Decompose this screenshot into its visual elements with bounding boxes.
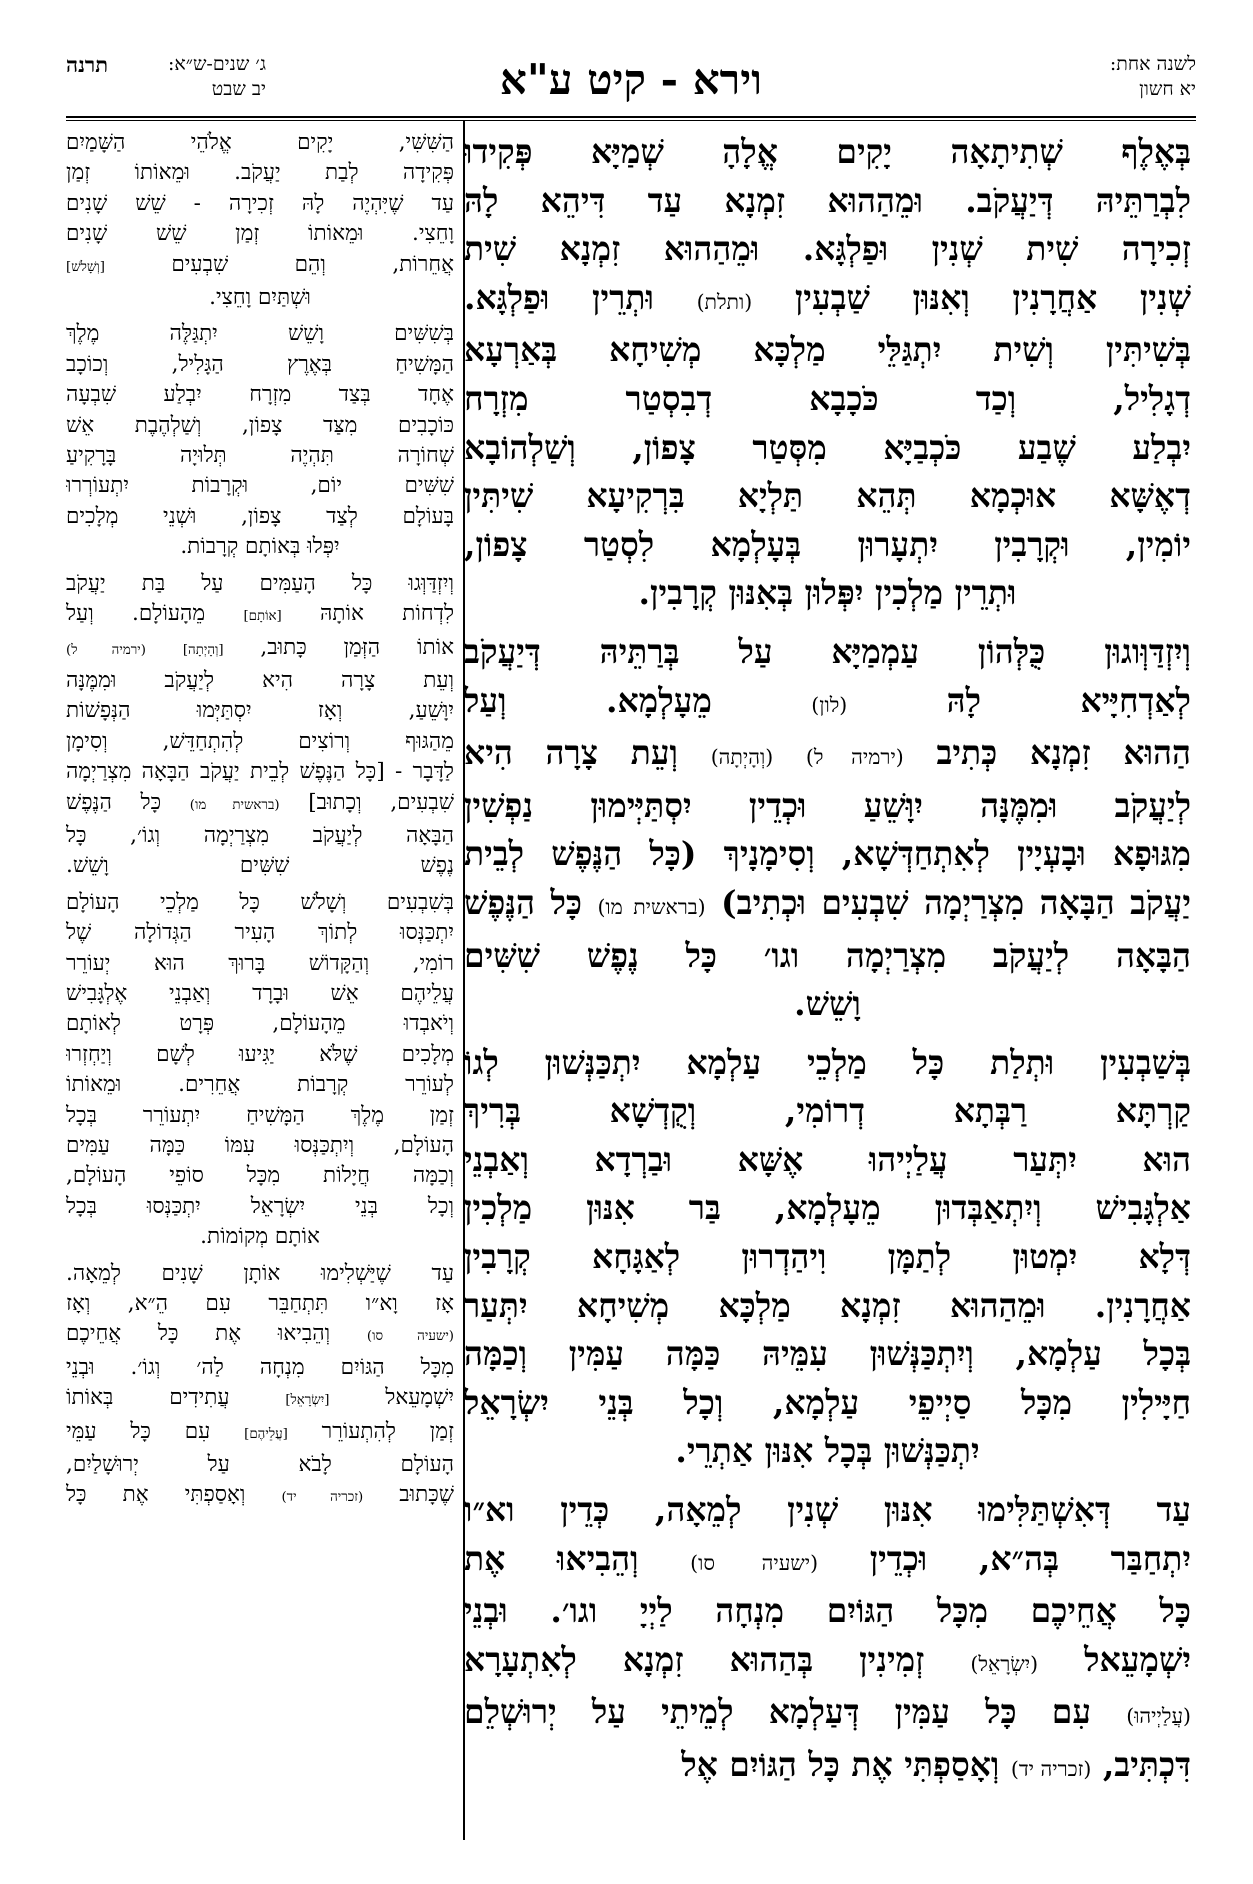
hebrew-line: וְעֵת צָרָה הִיא לְיַעֲקֹב וּמִמֶּנָּה [66, 667, 454, 693]
aramaic-line: בְּשַׁבְעִין וּתְלַת כָּל מַלְכֵי עַלְמָא יִתְכַּנְּשׁוּן לְגוֹ [464, 1042, 1191, 1082]
aramaic-line: בְּשִׁיתִּין וְשִׁית יִתְגַּלֵּי מַלְכָּא מְשִׁיחָא בְּאַרְעָא [464, 330, 1191, 370]
aramaic-line: וָשֵׁשׁ. [794, 984, 861, 1024]
aramaic-line: בְּאֶלֶף שְׁתִיתָאָה יָקִים אֱלָהָ שְׁמַיָּא פְּקִידוּ [464, 132, 1191, 171]
aramaic-line: יַעֲקֹב הַבָּאָה מִצְרַיְמָה שִׁבְעִים וּכְתִיב) (בראשית מו) כָּל הַנֶּפֶשׁ [464, 882, 1191, 922]
header-right-top: לשנה אחת: [1109, 53, 1196, 75]
hebrew-line: עַד שֶׁיַּשְׁלִימוּ אוֹתָן שָׁנִים לְמֵאָה. [66, 1260, 454, 1286]
hebrew-line: לְעוֹרֵר קְרָבוֹת אֲחֵרִים. וּמֵאוֹתוֹ [66, 1072, 454, 1098]
hebrew-line: הַשִּׁשִּׁי, יָקִים אֱלֹהֵי הַשָּׁמַיִם [66, 130, 454, 155]
hebrew-line: יִתְכַּנְּסוּ לְתוֹךְ הָעִיר הַגְּדוֹלָה שֶׁל [66, 920, 454, 946]
aramaic-line: דְאֶשָּׁא אוּכְמָא תְּהֵא תַּלְיָא בִּרְקִיעָא שִׁיתִּין [464, 476, 1191, 516]
hebrew-line: זְמַן מֶלֶךְ הַמָּשִׁיחַ יִתְעוֹרֵר בְּכָל [66, 1102, 454, 1128]
aramaic-line: עַד דְּאִשְׁתַּלִּימוּ אִנּוּן שְׁנִין לְמֵאָה, כְּדֵין וא״ו [464, 1490, 1191, 1530]
hebrew-line: זְמַן לְהִתְעוֹרֵר [עֲלֵיהֶם] עִם כָּל עַמֵּי [66, 1418, 454, 1444]
header-rule-thin [66, 120, 1196, 121]
hebrew-paragraph [66, 1259, 454, 1514]
hebrew-line: וְיֹאבְדוּ מֵהָעוֹלָם, פְּרָט לְאוֹתָם [66, 1011, 454, 1037]
header-left-schedule [96, 52, 266, 102]
hebrew-line: רוֹמִי, וְהַקָּדוֹשׁ בָּרוּךְ הוּא יְעוֹרֵר [66, 950, 454, 976]
hebrew-line: בְּשִׁבְעִים וְשָׁלֹשׁ כָּל מַלְכֵי הָעוֹלָם [66, 889, 454, 915]
hebrew-line: יִפְּלוּ בְּאוֹתָם קְרָבוֹת. [180, 534, 340, 560]
hebrew-paragraph [66, 888, 454, 1253]
aramaic-line: הַבָּאָה לְיַעֲקֹב מִצְרַיְמָה וגו׳ כָּל נֶפֶשׁ שִׁשִּׁים [464, 935, 1191, 975]
aramaic-line: בְּכָל עַלְמָא, וְיִתְכַּנְּשׁוּן עִמֵּיהּ כַּמָּה עַמִּין וְכַמָּה [464, 1334, 1191, 1374]
hebrew-line: וָחֵצִי. וּמֵאוֹתוֹ זְמַן שֵׁשׁ שָׁנִים [66, 221, 454, 247]
hebrew-line: כּוֹכָבִים מִצַּד צָפוֹן, וְשַׁלְהֶבֶת אֵשׁ [66, 412, 454, 438]
aramaic-line: כָּל אֲחֵיכֶם מִכָּל הַגּוֹיִם מִנְחָה לַיְיָ וגו׳. וּבְנֵי [464, 1591, 1191, 1631]
aramaic-line: שְׁנִין אַחֲרָנִין וְאִנּוּן שַׁבְעִין (ותלת) וּתְרֵין וּפַלְגָּא. [464, 277, 1191, 317]
aramaic-paragraph [464, 1486, 1191, 1794]
aramaic-line: דְּלָא יִמְטוּן לְתַמָּן וִיהַדְרוּן לְאַגָּחָא קְרָבִין [464, 1237, 1191, 1277]
running-header [66, 52, 1196, 116]
hebrew-line: וּשְׁתַּיִם וָחֵצִי. [209, 285, 311, 311]
hebrew-line: שְׁחוֹרָה תִּהְיֶה תְּלוּיָה בָּרָקִיעַ [66, 443, 454, 469]
hebrew-line: הַבָּאָה לְיַעֲקֹב מִצְרַיְמָה וְגוֹ׳, כָּל [66, 822, 454, 848]
header-left-top: ג׳ שנים-ש״א: [167, 53, 266, 75]
aramaic-line: יִשְׁמָעֵאל (יִשְׂרָאֵל) זְמִינִין בְּהַהוּא זִמְנָא לְאִתְעָרָא [464, 1639, 1191, 1679]
hebrew-line: בָּעוֹלָם לְצַד צָפוֹן, וּשְׁנֵי מְלָכִים [66, 503, 454, 529]
aramaic-line: אַחֲרָנִין. וּמֵהַהוּא זִמְנָא מַלְכָּא מְשִׁיחָא יִתְּעַר [464, 1285, 1191, 1325]
aramaic-line: יִתְחַבַּר בְּה״א, וּכְדֵין (ישעיה סו) וְהֵבִיאוּ אֶת [464, 1538, 1191, 1578]
aramaic-line: דִּכְתִּיב, (זכריה יד) וְאָסַפְתִּי אֶת כָּל הַגּוֹיִם אֶל [681, 1745, 1191, 1784]
hebrew-line: עֲלֵיהֶם אֵשׁ וּבָרָד וְאַבְנֵי אֶלְגָּבִישׁ [66, 980, 454, 1006]
header-right-bottom: יא חשון [1139, 78, 1196, 100]
aramaic-line: יִתְכַּנְּשׁוּן בְּכָל אִנּוּן אַתְרֵי. [675, 1431, 980, 1471]
hebrew-line: לַדָּבָר - [כָּל הַנֶּפֶשׁ לְבֵית יַעֲקֹב הַבָּאָה מִצְרַיְמָה [66, 759, 454, 785]
hebrew-line: לִדְחוֹת אוֹתָהּ [אוֹתָם] מֵהָעוֹלָם. וְעַל [66, 601, 454, 627]
hebrew-line: שִׁשִּׁים יוֹם, וּקְרָבוֹת יִתְעוֹרְרוּ [66, 473, 454, 499]
hebrew-line: פְּקִידָה לְבַת יַעֲקֹב. וּמֵאוֹתוֹ זְמַן [66, 160, 454, 186]
hebrew-line: בְּשִׁשִּׁים וָשֵׁשׁ יִתְגַּלֶּה מֶלֶךְ [66, 321, 454, 347]
header-rule [66, 116, 1196, 118]
aramaic-line: דְגָלִיל, וְכַד כֹּכָבָא דְבִסְטַר מִזְרָח [464, 378, 1191, 418]
header-left-bottom: יב שבט [211, 78, 266, 100]
page-title: וירא - קיט ע"א [499, 55, 763, 104]
hebrew-paragraph [66, 319, 454, 562]
hebrew-line: אֲחֵרוֹת, וְהֵם שִׁבְעִים [וְשָׁלֹשׁ] [66, 251, 454, 277]
hebrew-line: שִׁבְעִים, וְכָתוּב] (בראשית מו) כָּל הַנֶּפֶשׁ [66, 789, 454, 815]
hebrew-line: הָעוֹלָם, וְיִתְכַּנְּסוּ עִמּוֹ כַּמָּה עַמִּים [66, 1133, 454, 1158]
hebrew-line: מְלָכִים שֶׁלֹּא יַגִּיעוּ לְשָׁם וְיַחְזְרוּ [66, 1041, 454, 1067]
hebrew-line: מִכָּל הַגּוֹיִם מִנְחָה לַה׳ וְגוֹ׳. וּבְנֵי [66, 1354, 454, 1380]
aramaic-column [464, 128, 1191, 1804]
hebrew-line: הָעוֹלָם לָבֹא עַל יְרוּשָׁלַיִם, [66, 1452, 454, 1478]
aramaic-paragraph [464, 1039, 1191, 1476]
aramaic-line: מִגּוּפָא וּבָעְיָין לְאִתְחַדְּשָׁא, וְסִימָנָיךְ (כָּל הַנֶּפֶשׁ לְבֵית [464, 834, 1191, 874]
hebrew-line: אָז וָא״ו תִּתְחַבֵּר עִם הֵ״א, וְאָז [66, 1291, 454, 1317]
hebrew-line: עַד שֶׁיִּהְיֶה לָהּ זְכִירָה - שֵׁשׁ שָׁנִים [66, 190, 454, 216]
hebrew-line: מֵהַגּוּף וְרוֹצִים לְהִתְחַדֵּשׁ, וְסִימָן [66, 728, 454, 754]
hebrew-line: אוֹתָם מְקוֹמוֹת. [200, 1224, 320, 1250]
aramaic-line: הַהוּא זִמְנָא כְּתִיב (ירמיה ל) (וְהָיְתָה) וְעֵת צָרָה הִיא [464, 733, 1191, 773]
hebrew-line: אֶחָד בְּצַד מִזְרָח יִבְלַע שִׁבְעָה [66, 382, 454, 408]
aramaic-line: הוּא יִתְּעַר עֲלַיְיהוּ אֶשָּׁא וּבַרְדָא וְאַבְנֵי [464, 1139, 1191, 1179]
aramaic-line: חַיָּילִין מִכָּל סַיְיפֵי עַלְמָא, וְכָל בְּנֵי יִשְׂרָאֵל [464, 1382, 1191, 1422]
aramaic-line: וּתְרֵין מַלְכִין יִפְּלוּן בְּאִנּוּן קְרָבִין. [638, 573, 1017, 613]
aramaic-line: אַלְגָּבִישׁ וְיִתְאַבְּדוּן מֵעָלְמָא, בַּר אִנּוּן מַלְכִין [464, 1188, 1191, 1228]
hebrew-line: נֶפֶשׁ שִׁשִּׁים וָשֵׁשׁ. [66, 853, 454, 879]
hebrew-column [66, 128, 454, 1520]
aramaic-line: יוֹמִין, וּקְרָבִין יִתְעָרוּן בְּעָלְמָא לִסְטַר צָפוֹן, [464, 524, 1191, 564]
hebrew-line: הַמָּשִׁיחַ בְּאֶרֶץ הַגָּלִיל, וְכוֹכָב [66, 351, 454, 377]
hebrew-line: וְכַמָּה חֲיָלוֹת מִכָּל סוֹפֵי הָעוֹלָם, [66, 1163, 454, 1189]
aramaic-line: לִבְרַתֵּיהּ דְּיַעֲקֹב. וּמֵהַהוּא זִמְנָא עַד דִּיהֵא לָהּ [464, 180, 1191, 220]
hebrew-line: אוֹתוֹ הַזְּמַן כָּתוּב, [וְהָיְתָה] (ירמיה ל) [66, 634, 454, 660]
aramaic-line: וְיִזְדַּוְּוגוּן כֻּלְּהוֹן עַמְמַיָּא עַל בְּרַתֵּיהּ דְּיַעֲקֹב [464, 631, 1191, 671]
aramaic-line: לְיַעֲקֹב וּמִמֶּנָּה יִוָּשֵׁעַ וּכְדֵין יִסְתַּיְּימוּן נַפְשִׁין [464, 785, 1191, 825]
hebrew-line: (ישעיה סו) וְהֵבִיאוּ אֶת כָּל אֲחֵיכֶם [66, 1321, 454, 1347]
aramaic-line: (עֲלַיְיהוּ) עִם כָּל עַמִּין דְּעַלְמָא לְמֵיתֵי עַל יְרוּשְׁלֵם [464, 1692, 1191, 1732]
hebrew-paragraph [66, 128, 454, 313]
hebrew-paragraph [66, 569, 454, 882]
aramaic-paragraph [464, 128, 1191, 618]
hebrew-line: יִוָּשֵׁעַ, וְאָז יִסְתַּיְּמוּ הַנְּפָשׁוֹת [66, 698, 454, 724]
aramaic-line: לְאַדְחִיָּיא לָהּ (לון) מֵעָלְמָא. וְעַל [464, 680, 1191, 720]
hebrew-line: וְכָל בְּנֵי יִשְׂרָאֵל יִתְכַּנְּסוּ בְּכָל [66, 1193, 454, 1219]
page-number: תרנה [66, 52, 109, 77]
hebrew-line: יִשְׁמָעֵאל [יִשְׂרָאֵל] עֲתִידִים בְּאוֹתוֹ [66, 1385, 454, 1411]
hebrew-line: וְיִזְדַּוְּגוּ כָּל הָעַמִּים עַל בַּת יַעֲקֹב [66, 570, 454, 596]
aramaic-line: קַרְתָּא רַבְּתָא דְרוֹמִי, וְקֻדְשָׁא בְּרִיךְ [464, 1091, 1191, 1131]
aramaic-line: זְכִירָה שִׁית שְׁנִין וּפַלְגָּא. וּמֵהַהוּא זִמְנָא שִׁית [464, 229, 1191, 269]
aramaic-line: יִבְלַע שֶׁבַע כֹּכְבַיָּא מִסְּטַר צָפוֹן, וְשַׁלְהוֹבָא [464, 427, 1191, 467]
aramaic-paragraph [464, 628, 1191, 1029]
hebrew-line: שֶׁכָּתוּב (זכריה יד) וְאָסַפְתִּי אֶת כָּל [66, 1482, 454, 1508]
